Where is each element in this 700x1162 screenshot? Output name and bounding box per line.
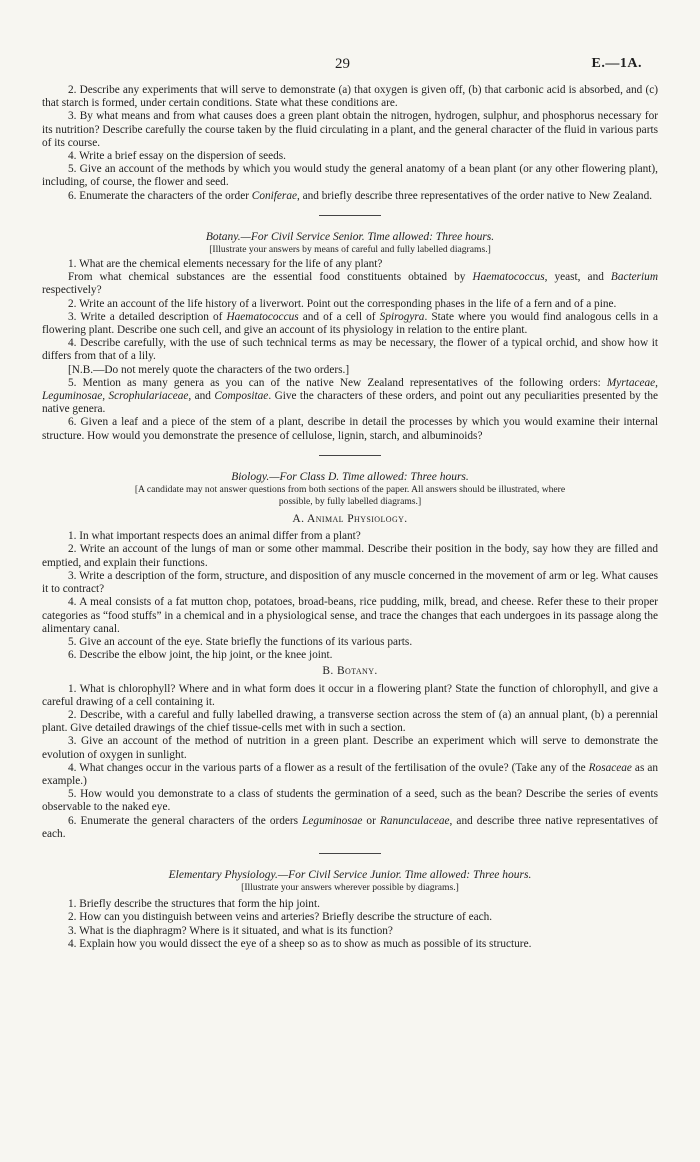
subsection-heading: B. Botany. <box>322 665 378 678</box>
page-number: 29 <box>335 56 350 72</box>
section-botany <box>42 231 658 443</box>
divider <box>319 215 381 216</box>
question: 5. Give an account of the eye. State briefly the functions of its various parts. <box>68 635 413 648</box>
question: From what chemical substances are the essential food constituents obtained by Haematococcus, yeast, and Bacterium respectively? <box>42 271 658 297</box>
divider <box>319 853 381 854</box>
question: 2. Write an account of the life history of a liverwort. Point out the corresponding phases in the life of a fern and of a pine. <box>68 297 617 310</box>
question: 3. What is the diaphragm? Where is it situated, and what is its function? <box>68 924 393 937</box>
section-biology <box>42 471 658 841</box>
question: 1. In what important respects does an animal differ from a plant? <box>68 530 361 543</box>
question: 4. Write a brief essay on the dispersion of seeds. <box>68 150 286 163</box>
section-part1 <box>42 84 658 203</box>
page-header <box>0 56 700 76</box>
document-code: E.—1A. <box>591 56 642 71</box>
section-title: Botany.—For Civil Service Senior. Time allowed: Three hours. <box>205 230 495 243</box>
question: 5. Give an account of the methods by which you would study the general anatomy of a bean plant (or any other flowering plant), including, of course, the flower and seed. <box>42 163 658 189</box>
question: 6. Describe the elbow joint, the hip joint, or the knee joint. <box>68 649 333 662</box>
question: 4. Describe carefully, with the use of such technical terms as may be necessary, the flower of a typical orchid, and show how it differs from that of a lily. <box>42 337 658 363</box>
question: 5. Mention as many genera as you can of the native New Zealand representatives of the following orders: Myrtaceae, Leguminosae, Scrophulariaceae, and Compositae. Give the characters of these orders, and point out any peculiarities presented by the native genera. <box>42 376 658 416</box>
question: 1. Briefly describe the structures that form the hip joint. <box>68 898 320 911</box>
question: 2. Describe any experiments that will serve to demonstrate (a) that oxygen is given off, (b) that carbonic acid is absorbed, and (c) that starch is formed, under certain conditions. State what these conditions are. <box>42 84 658 110</box>
question: 3. Write a detailed description of Haematococcus and of a cell of Spirogyra. State where you would find analogous cells in a flowering plant. Describe one such cell, and give an account of its physiology in relation to the entire plant. <box>42 310 659 337</box>
question-note: [N.B.—Do not merely quote the characters of the two orders.] <box>68 363 350 376</box>
question: 2. How can you distinguish between veins and arteries? Briefly describe the structure of each. <box>68 911 493 924</box>
question: 4. A meal consists of a fat mutton chop, potatoes, broad-beans, rice pudding, milk, bread, and cheese. Refer these to their proper categories as “food stuffs” in a chemical and in a physiological sense, and trace the changes that each undergoes in its passage along the alimentary canal. <box>42 596 658 635</box>
section-physiology <box>42 869 658 951</box>
section-note: [Illustrate your answers wherever possible by diagrams.] <box>241 882 459 894</box>
question: 6. Given a leaf and a piece of the stem of a plant, describe in detail the processes by which you would examine their internal structure. How would you demonstrate the presence of cellulose, lignin, starch, and albuminoids? <box>42 416 658 442</box>
section-title: Biology.—For Class D. Time allowed: Three hours. <box>231 470 469 483</box>
question: 2. Describe, with a careful and fully labelled drawing, a transverse section across the stem of (a) an annual plant, (b) a perennial plant. Give detailed drawings of the chief tissue-cells met with in such a section. <box>42 708 658 735</box>
question: 5. How would you demonstrate to a class of students the germination of a seed, such as the bean? Describe the series of events observable to the naked eye. <box>42 788 658 814</box>
question: 2. Write an account of the lungs of man or some other mammal. Describe their position in the body, say how they are filled and emptied, and explain their functions. <box>42 543 658 569</box>
divider <box>319 455 381 456</box>
question: 6. Enumerate the general characters of the orders Leguminosae or Ranunculaceae, and describe three native representatives of each. <box>42 814 658 840</box>
question: 3. By what means and from what causes does a green plant obtain the nitrogen, hydrogen, sulphur, and phosphorus necessary for its nutrition? Describe carefully the course taken by the fluid circulating in a plant, and the general character of the fluid in various parts of its course. <box>42 110 658 149</box>
subsection-heading: A. Animal Physiology. <box>292 513 408 526</box>
question: 6. Enumerate the characters of the order Coniferae, and briefly describe three representatives of the order native to New Zealand. <box>68 189 653 202</box>
question: 3. Write a description of the form, structure, and disposition of any muscle concerned in the movement of arm or leg. What causes it to contract? <box>42 569 658 596</box>
section-title: Elementary Physiology.—For Civil Service Junior. Time allowed: Three hours. <box>168 868 532 881</box>
section-note-line2: possible, by fully labelled diagrams.] <box>278 496 422 508</box>
question: 1. What is chlorophyll? Where and in what form does it occur in a flowering plant? State the function of chlorophyll, and give a careful drawing of a cell containing it. <box>42 682 658 708</box>
question: 1. What are the chemical elements necessary for the life of any plant? <box>68 258 383 271</box>
question: 4. What changes occur in the various parts of a flower as a result of the fertilisation of the ovule? (Take any of the Rosaceae as an example.) <box>42 761 658 787</box>
question: 4. Explain how you would dissect the eye of a sheep so as to show as much as possible of its structure. <box>68 937 532 950</box>
document-body <box>42 84 658 951</box>
question: 3. Give an account of the method of nutrition in a green plant. Describe an experiment which will serve to demonstrate the evolution of oxygen in sunlight. <box>42 735 658 761</box>
section-note: [Illustrate your answers by means of careful and fully labelled diagrams.] <box>209 244 491 256</box>
section-note-line1: [A candidate may not answer questions from both sections of the paper. All answers should be illustrated, where <box>134 484 566 496</box>
